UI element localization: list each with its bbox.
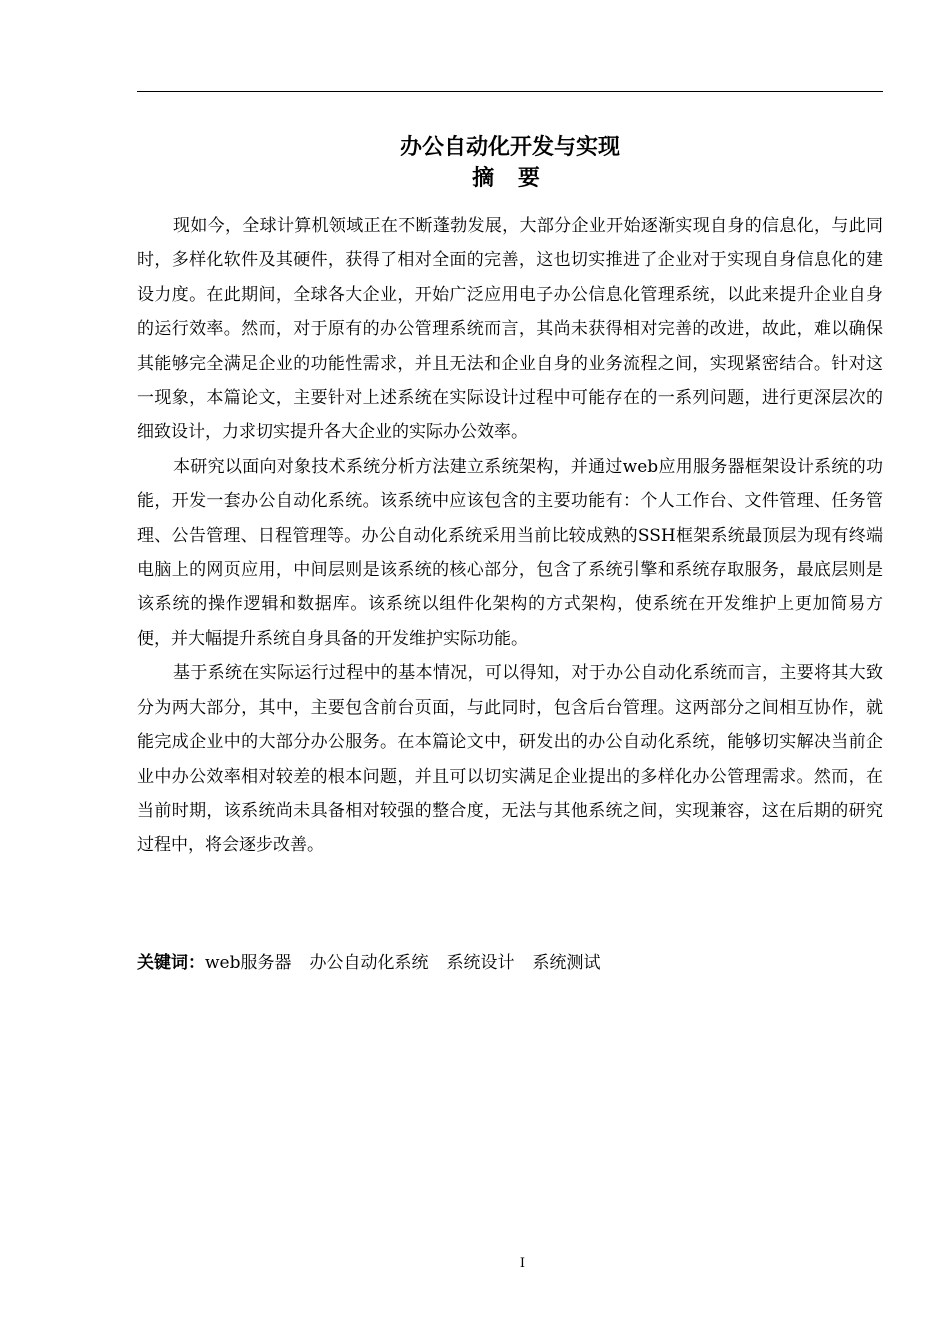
keywords-line: [137, 948, 883, 978]
paper-title: 办公自动化开发与实现: [399, 134, 620, 160]
abstract-body: [137, 209, 883, 863]
keyword-item: 办公自动化系统: [309, 953, 429, 973]
header-rule: [137, 91, 883, 92]
keywords-label: 关键词：: [137, 953, 205, 973]
abstract-paragraph-1: 现如今，全球计算机领域正在不断蓬勃发展，大部分企业开始逐渐实现自身的信息化，与此同时，多样化软件及其硬件，获得了相对全面的完善，这也切实推进了企业对于实现自身信息化的建设力度。在此期间，全球各大企业，开始广泛应用电子办公信息化管理系统，以此来提升企业自身的运行效率。然而，对于原有的办公管理系统而言，其尚未获得相对完善的改进，故此，难以确保其能够完全满足企业的功能性需求，并且无法和企业自身的业务流程之间，实现紧密结合。针对这一现象，本篇论文，主要针对上述系统在实际设计过程中可能存在的一系列问题，进行更深层次的细致设计，力求切实提升各大企业的实际办公效率。: [137, 216, 883, 443]
abstract-paragraph-3: 基于系统在实际运行过程中的基本情况，可以得知，对于办公自动化系统而言，主要将其大致分为两大部分，其中，主要包含前台页面，与此同时，包含后台管理。这两部分之间相互协作，就能完成企业中的大部分办公服务。在本篇论文中，研发出的办公自动化系统，能够切实解决当前企业中办公效率相对较差的根本问题，并且可以切实满足企业提出的多样化办公管理需求。然而，在当前时期，该系统尚未具备相对较强的整合度，无法与其他系统之间，实现兼容，这在后期的研究过程中，将会逐步改善。: [137, 663, 883, 856]
keyword-item: 系统测试: [532, 953, 601, 973]
page-number: I: [519, 1256, 526, 1271]
abstract-paragraph-2: 本研究以面向对象技术系统分析方法建立系统架构，并通过web应用服务器框架设计系统的功能，开发一套办公自动化系统。该系统中应该包含的主要功能有：个人工作台、文件管理、任务管理、公告管理、日程管理等。办公自动化系统采用当前比较成熟的SSH框架系统最顶层为现有终端电脑上的网页应用，中间层则是该系统的核心部分，包含了系统引擎和系统存取服务，最底层则是该系统的操作逻辑和数据库。该系统以组件化架构的方式架构，使系统在开发维护上更加简易方便，并大幅提升系统自身具备的开发维护实际功能。: [137, 456, 883, 649]
keyword-item: web服务器: [205, 953, 292, 973]
keyword-item: 系统设计: [446, 953, 515, 973]
abstract-heading: 摘 要: [472, 165, 548, 191]
